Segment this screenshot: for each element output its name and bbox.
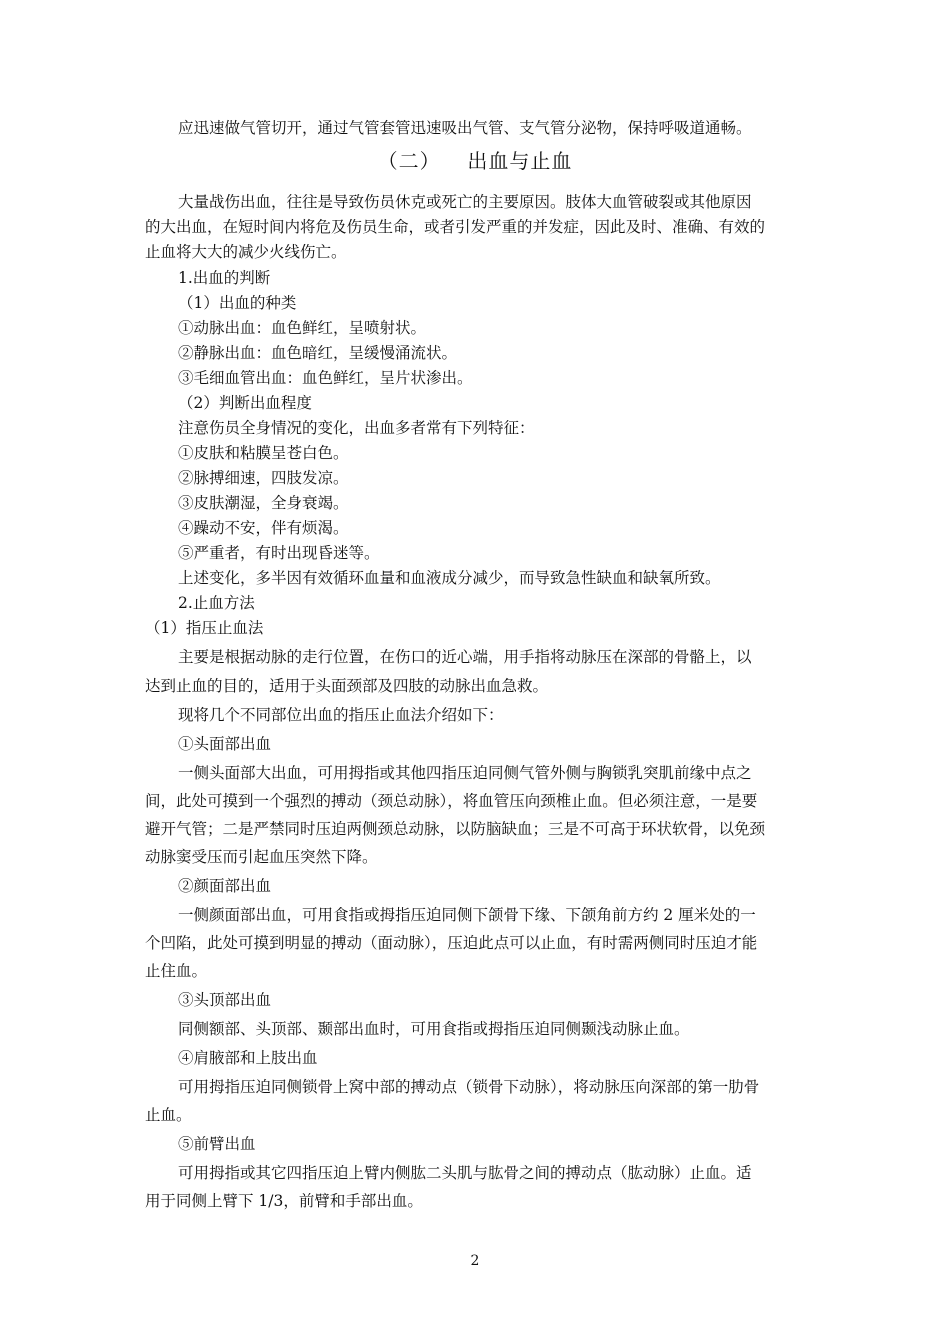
list-item: ①皮肤和粘膜呈苍白色。 (178, 444, 349, 462)
paragraph-line: 一侧头面部大出血，可用拇指或其他四指压迫同侧气管外侧与胸锁乳突肌前缘中点之 (178, 764, 752, 782)
paragraph-line: 现将几个不同部位出血的指压止血法介绍如下： (178, 706, 504, 724)
list-item: ④躁动不安，伴有烦渴。 (178, 519, 349, 537)
paragraph-line: 止血。 (145, 1106, 192, 1124)
section-number: （二） (377, 149, 441, 173)
subheading: 2.止血方法 (178, 594, 255, 612)
paragraph-line: 注意伤员全身情况的变化，出血多者常有下列特征： (178, 419, 535, 437)
paragraph-line: 的大出血，在短时间内将危及伤员生命，或者引发严重的并发症，因此及时、准确、有效的 (145, 218, 766, 236)
paragraph-line: 避开气管；二是严禁同时压迫两侧颈总动脉，以防脑缺血；三是不可高于环状软骨，以免颈 (145, 820, 766, 838)
paragraph-line: 一侧颜面部出血，可用食指或拇指压迫同侧下颌骨下缘、下颌角前方约 2 厘米处的一 (178, 906, 756, 924)
list-item: ③皮肤潮湿，全身衰竭。 (178, 494, 349, 512)
subheading: ①头面部出血 (178, 735, 272, 753)
paragraph-line: 应迅速做气管切开，通过气管套管迅速吸出气管、支气管分泌物，保持呼吸道通畅。 (178, 119, 752, 137)
subheading: ④肩腋部和上肢出血 (178, 1049, 318, 1067)
subheading: （1）指压止血法 (145, 619, 264, 637)
paragraph-line: 可用拇指或其它四指压迫上臂内侧肱二头肌与肱骨之间的搏动点（肱动脉）止血。适 (178, 1164, 752, 1182)
subheading: 1.出血的判断 (178, 269, 271, 287)
paragraph-line: 上述变化，多半因有效循环血量和血液成分减少，而导致急性缺血和缺氧所致。 (178, 569, 721, 587)
paragraph-line: 止血将大大的减少火线伤亡。 (145, 243, 347, 261)
section-title (0, 148, 950, 174)
list-item: ③毛细血管出血：血色鲜红，呈片状渗出。 (178, 369, 473, 387)
section-title-text: 出血与止血 (467, 149, 573, 173)
paragraph-line: 间，此处可摸到一个强烈的搏动（颈总动脉），将血管压向颈椎止血。但必须注意，一是要 (145, 792, 758, 810)
page-number: 2 (470, 1253, 480, 1269)
paragraph-line: 大量战伤出血，往往是导致伤员休克或死亡的主要原因。肢体大血管破裂或其他原因 (178, 193, 752, 211)
paragraph-line: 动脉窦受压而引起血压突然下降。 (145, 848, 378, 866)
list-item: ②静脉出血：血色暗红，呈缓慢涌流状。 (178, 344, 458, 362)
paragraph-line: 达到止血的目的，适用于头面颈部及四肢的动脉出血急救。 (145, 677, 549, 695)
subheading: （1）出血的种类 (178, 294, 297, 312)
paragraph-line: 个凹陷，此处可摸到明显的搏动（面动脉），压迫此点可以止血，有时需两侧同时压迫才能 (145, 934, 758, 952)
paragraph-line: 用于同侧上臂下 1/3，前臂和手部出血。 (145, 1192, 423, 1210)
list-item: ①动脉出血：血色鲜红，呈喷射状。 (178, 319, 427, 337)
subheading: ②颜面部出血 (178, 877, 272, 895)
list-item: ⑤严重者，有时出现昏迷等。 (178, 544, 380, 562)
paragraph-line: 可用拇指压迫同侧锁骨上窝中部的搏动点（锁骨下动脉），将动脉压向深部的第一肋骨 (178, 1078, 760, 1096)
paragraph-line: 主要是根据动脉的走行位置，在伤口的近心端，用手指将动脉压在深部的骨骼上，以 (178, 648, 752, 666)
subheading: （2）判断出血程度 (178, 394, 312, 412)
subheading: ③头顶部出血 (178, 991, 272, 1009)
list-item: ②脉搏细速，四肢发凉。 (178, 469, 349, 487)
paragraph-line: 同侧额部、头顶部、颞部出血时，可用食指或拇指压迫同侧颞浅动脉止血。 (178, 1020, 690, 1038)
paragraph-line: 止住血。 (145, 962, 208, 980)
subheading: ⑤前臂出血 (178, 1135, 256, 1153)
